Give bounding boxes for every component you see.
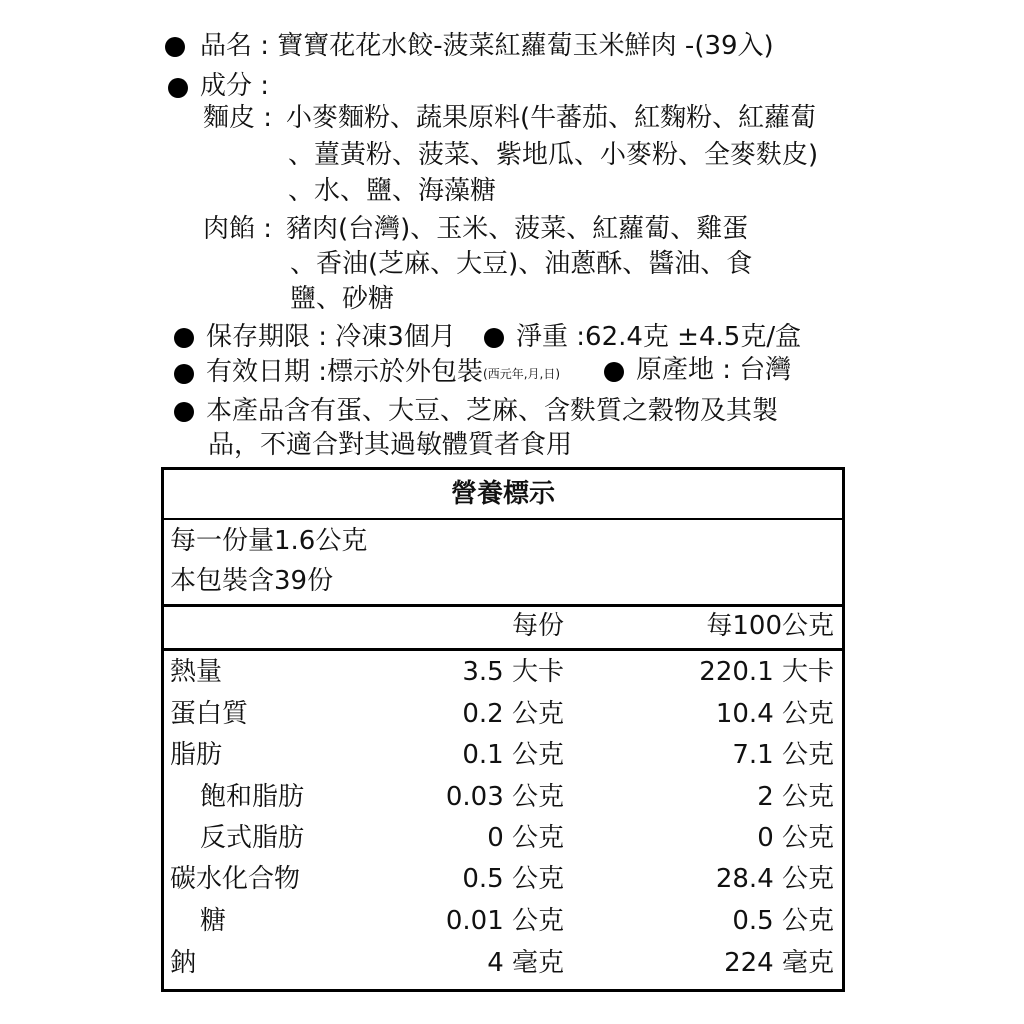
nutrient-per-serving: 0.03 公克 [445, 782, 564, 812]
origin: 原產地 : 台灣 [636, 355, 792, 385]
net-weight: 淨重 :62.4克 ±4.5克/盒 [516, 322, 802, 352]
col-per-serving: 每份 [511, 611, 564, 641]
nutrient-per-100g: 220.1 大卡 [699, 657, 834, 687]
divider [164, 648, 842, 651]
nutrient-per-100g: 28.4 公克 [715, 864, 834, 894]
divider [164, 518, 842, 520]
product-name: 品名 : 寶寶花花水餃-菠菜紅蘿蔔玉米鮮肉 -(39入) [200, 31, 774, 61]
nutrient-name: 反式脂肪 [200, 823, 305, 853]
nutrient-per-serving: 0.2 公克 [462, 699, 564, 729]
allergen-line: 品，不適合對其過敏體質者食用 [208, 430, 573, 460]
nutrient-name: 脂肪 [170, 740, 223, 770]
bullet-icon [174, 402, 194, 422]
expiry-date [206, 356, 560, 390]
bullet-icon [174, 328, 194, 348]
skin-line: 、薑黃粉、菠菜、紫地瓜、小麥粉、全麥麩皮) [288, 140, 819, 170]
nutrient-per-100g: 7.1 公克 [732, 740, 834, 770]
expiry-note: (西元年,月,日) [483, 367, 561, 381]
nutrient-name: 蛋白質 [170, 699, 249, 729]
shelf-life: 保存期限 : 冷凍3個月 [206, 322, 456, 352]
skin-line: 、水、鹽、海藻糖 [288, 176, 497, 206]
bullet-icon [604, 362, 624, 382]
nutrient-name: 糖 [200, 906, 227, 936]
nutrient-per-serving: 4 毫克 [487, 948, 564, 978]
col-per-100g: 每100公克 [706, 611, 834, 641]
nutrient-name: 碳水化合物 [170, 864, 301, 894]
bullet-icon [165, 37, 185, 57]
nutrient-per-100g: 10.4 公克 [715, 699, 834, 729]
skin-line: 小麥麵粉、蔬果原料(牛蕃茄、紅麴粉、紅蘿蔔 [286, 103, 817, 133]
filling-line: 、香油(芝麻、大豆)、油蔥酥、醬油、食 [290, 249, 753, 279]
bullet-icon [168, 78, 188, 98]
allergen-line: 本產品含有蛋、大豆、芝麻、含麩質之穀物及其製 [206, 396, 779, 426]
nutrient-per-100g: 0.5 公克 [732, 906, 834, 936]
nutrient-per-serving: 3.5 大卡 [462, 657, 564, 687]
divider [164, 604, 842, 607]
ingredients-label: 成分 : [200, 71, 270, 101]
nutrient-per-serving: 0.5 公克 [462, 864, 564, 894]
nutrition-title: 營養標示 [450, 479, 555, 509]
servings-per-package: 本包裝含39份 [170, 566, 334, 596]
filling-line: 鹽、砂糖 [290, 284, 395, 314]
serving-size: 每一份量1.6公克 [170, 526, 368, 556]
nutrient-per-100g: 0 公克 [757, 823, 834, 853]
nutrient-name: 鈉 [170, 948, 197, 978]
bullet-icon [484, 328, 504, 348]
filling-line: 豬肉(台灣)、玉米、菠菜、紅蘿蔔、雞蛋 [286, 214, 749, 244]
skin-label: 麵皮 : [203, 103, 273, 133]
nutrient-per-100g: 2 公克 [757, 782, 834, 812]
filling-label: 肉餡 : [203, 214, 273, 244]
nutrient-per-serving: 0.01 公克 [445, 906, 564, 936]
nutrient-per-100g: 224 毫克 [724, 948, 834, 978]
nutrient-per-serving: 0.1 公克 [462, 740, 564, 770]
nutrient-name: 飽和脂肪 [200, 782, 305, 812]
bullet-icon [174, 364, 194, 384]
nutrient-name: 熱量 [170, 657, 223, 687]
nutrition-table [161, 467, 845, 992]
expiry-text: 有效日期 :標示於外包裝 [206, 357, 484, 387]
nutrient-per-serving: 0 公克 [487, 823, 564, 853]
